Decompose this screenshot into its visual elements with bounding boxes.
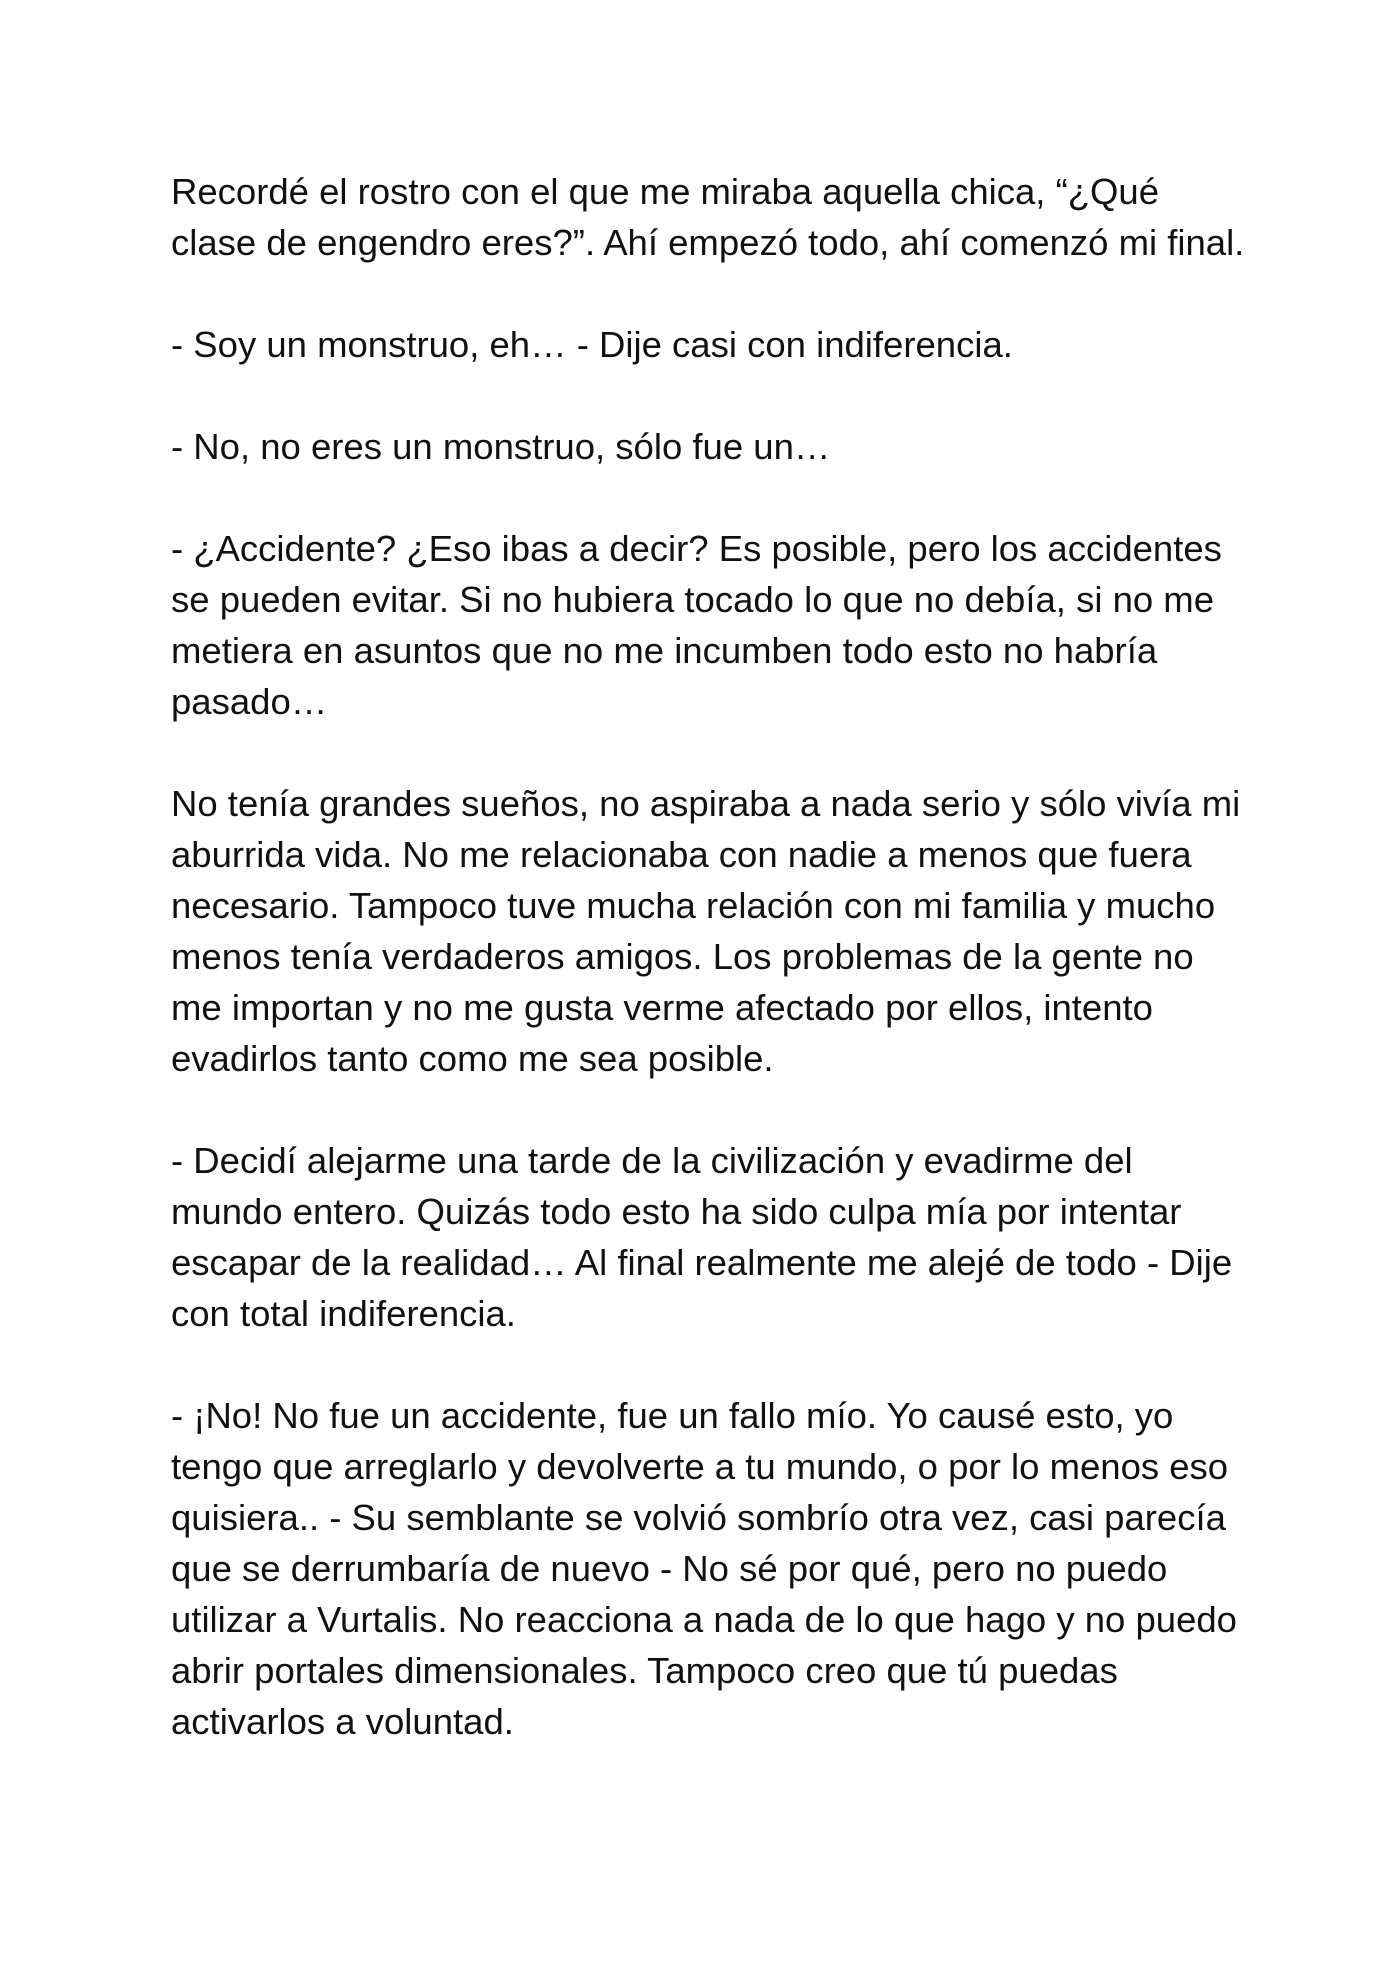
paragraph: - ¿Accidente? ¿Eso ibas a decir? Es posible, pero los accidentes se pueden evitar. Si no hubiera tocado lo que no debía, si no me metiera en asuntos que no me incumben todo esto no habría pasado… [171, 528, 1222, 722]
paragraph: Recordé el rostro con el que me miraba aquella chica, “¿Qué clase de engendro eres?”. Ahí empezó todo, ahí comenzó mi final. [171, 171, 1245, 263]
paragraph: - Soy un monstruo, eh… - Dije casi con indiferencia. [171, 324, 1013, 365]
paragraph: - No, no eres un monstruo, sólo fue un… [171, 426, 831, 467]
paragraph: - Decidí alejarme una tarde de la civilización y evadirme del mundo entero. Quizás todo esto ha sido culpa mía por intentar escapar de la realidad… Al final realmente me alejé de todo - Dije con total indiferencia. [171, 1140, 1233, 1334]
document-body [171, 166, 1251, 1747]
paragraph: No tenía grandes sueños, no aspiraba a nada serio y sólo vivía mi aburrida vida. No me relacionaba con nadie a menos que fuera necesario. Tampoco tuve mucha relación con mi familia y mucho menos tenía verdaderos amigos. Los problemas de la gente no me importan y no me gusta verme afectado por ellos, intento evadirlos tanto como me sea posible. [171, 783, 1241, 1079]
paragraph: - ¡No! No fue un accidente, fue un fallo mío. Yo causé esto, yo tengo que arreglarlo y devolverte a tu mundo, o por lo menos eso quisiera.. - Su semblante se volvió sombrío otra vez, casi parecía que se derrumbaría de nuevo - No sé por qué, pero no puedo utilizar a Vurtalis. No reacciona a nada de lo que hago y no puedo abrir portales dimensionales. Tampoco creo que tú puedas activarlos a voluntad. [171, 1395, 1237, 1742]
